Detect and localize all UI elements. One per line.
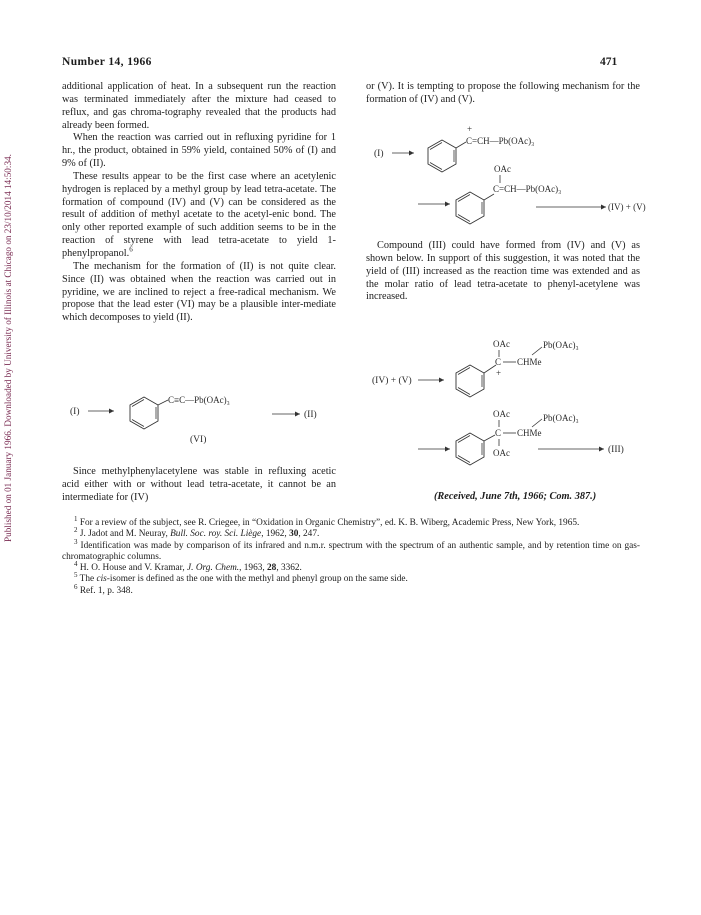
adduct-group: C=CH—Pb(OAc)₃	[493, 184, 562, 194]
paragraph: or (V). It is tempting to propose the following mechanism for the formation of (IV) and (V).	[366, 81, 640, 105]
running-header-journal: Number 14, 1966	[62, 56, 152, 68]
acetate-group: OAc	[494, 164, 511, 174]
benzene-ring	[456, 192, 494, 224]
download-watermark-text: Published on 01 January 1966. Downloaded by University of Illinois at Chicago on 23/10/2014 14:50:34.	[3, 154, 13, 542]
received-date: (Received, June 7th, 1966; Com. 387.)	[434, 491, 597, 502]
paragraph: These results appear to be the first case where an acetylenic hydrogen is replaced by a methyl group by lead tetra-acetate. The formation of compound (IV) and (V) can be considered as the result of addition of methyl acetate to the acetyl-enic bond. The only other reported example of such addition seems to be in the reaction of styrene with lead tetra-acetate to yield 1-phenylpropanol.$^6$	[62, 170, 336, 259]
compound-label: (VI)	[190, 435, 207, 445]
right-column-middle	[366, 240, 640, 304]
paragraph: Compound (III) could have formed from (IV) and (V) as shown below. In support of this suggestion, it was noted that the yield of (III) increased as the reaction time was extended and as the molar ratio of lead tetra-acetate to phenyl-acetylene was increased.	[366, 240, 640, 303]
arrow-head	[445, 202, 450, 207]
left-column-top	[62, 81, 336, 325]
scheme-start-label: (IV) + (V)	[372, 376, 412, 386]
vinyl-cation-group: C=CH—Pb(OAc)₃	[466, 136, 535, 146]
footnote: $^2$ J. Jadot and M. Neuray, Bull. Soc. roy. Sci. Liège, 1962, 30, 247.	[74, 526, 320, 540]
ref-marker: 6	[129, 245, 133, 254]
methylmethylene-group: CHMe	[517, 357, 542, 367]
footnote: $^6$ Ref. 1, p. 348.	[74, 582, 133, 596]
scheme-product-label: (II)	[304, 410, 317, 420]
paragraph: additional application of heat. In a subsequent run the reaction was terminated immediately after the mixture had ceased to reflux, and gas chroma-tography revealed that the products had already been formed.	[62, 81, 336, 131]
arrow-head	[445, 447, 450, 452]
scheme-products-label: (IV) + (V)	[608, 202, 646, 212]
carbon-atom: C	[495, 428, 502, 438]
footnote: $^4$ H. O. House and V. Kramar, J. Org. Chem., 1963, 28, 3362.	[74, 560, 302, 574]
scheme-lead-ester	[62, 390, 336, 460]
acetate-group: OAc	[493, 448, 510, 458]
page-number: 471	[600, 56, 618, 68]
footnote: $^1$ For a review of the subject, see R. Criegee, in “Oxidation in Organic Chemistry”, ed. K. B. Wiberg, Academic Press, New York, 1965.	[74, 514, 580, 528]
bond-line	[532, 419, 542, 427]
footnotes	[62, 514, 640, 597]
left-column-bottom	[62, 466, 336, 505]
benzene-ring	[428, 140, 466, 172]
paragraph: When the reaction was carried out in refluxing pyridine for 1 hr., the product, obtained in 59% yield, contained 50% of (I) and 9% of (II).	[62, 132, 336, 170]
cation-charge: +	[496, 368, 502, 378]
lead-triacetate-group: Pb(OAc)₃	[543, 413, 579, 423]
scheme-start-label: (I)	[70, 407, 80, 417]
download-watermark	[3, 122, 18, 574]
carbon-atom: C	[495, 357, 502, 367]
methylmethylene-group: CHMe	[517, 428, 542, 438]
scheme-formation-iii	[366, 335, 640, 465]
benzene-ring	[130, 397, 168, 429]
cation-charge: +	[467, 124, 473, 134]
benzene-ring	[456, 433, 495, 465]
arrow-head	[439, 378, 444, 383]
arrow-head	[295, 412, 300, 417]
bond-line	[532, 347, 542, 355]
right-column-top	[366, 81, 640, 107]
scheme-mechanism-iv-v	[366, 120, 646, 230]
arrow-head	[599, 447, 604, 452]
lead-triacetate-group: Pb(OAc)₃	[543, 340, 579, 350]
scheme-start-label: (I)	[374, 149, 384, 159]
footnote: $^5$ The cis-isomer is defined as the one with the methyl and phenyl group on the same side.	[74, 571, 408, 585]
arrow-head	[409, 151, 414, 156]
paragraph: The mechanism for the formation of (II) is not quite clear. Since (II) was obtained when the reaction was carried out in pyridine, we are inclined to reject a free-radical mechanism. We propose that the lead ester (VI) may be a plausible inter-mediate which decomposes to yield (II).	[62, 260, 336, 324]
paragraph: Since methylphenylacetylene was stable in refluxing acetic acid either with or without lead tetra-acetate, it cannot be an intermediate for (IV)	[62, 466, 336, 503]
arrow-head	[109, 409, 114, 414]
scheme-product-label: (III)	[608, 445, 624, 455]
alkynyl-lead-group: C≡C—Pb(OAc)₃	[168, 395, 230, 405]
footnote: $^3$ Identification was made by comparison of its infrared and n.m.r. spectrum with the spectrum of an authentic sample, and by retention time on gas-chromatographic columns.	[62, 537, 640, 562]
acetate-group: OAc	[493, 409, 510, 419]
acetate-group: OAc	[493, 339, 510, 349]
arrow-head	[601, 205, 606, 210]
benzene-ring	[456, 365, 496, 397]
